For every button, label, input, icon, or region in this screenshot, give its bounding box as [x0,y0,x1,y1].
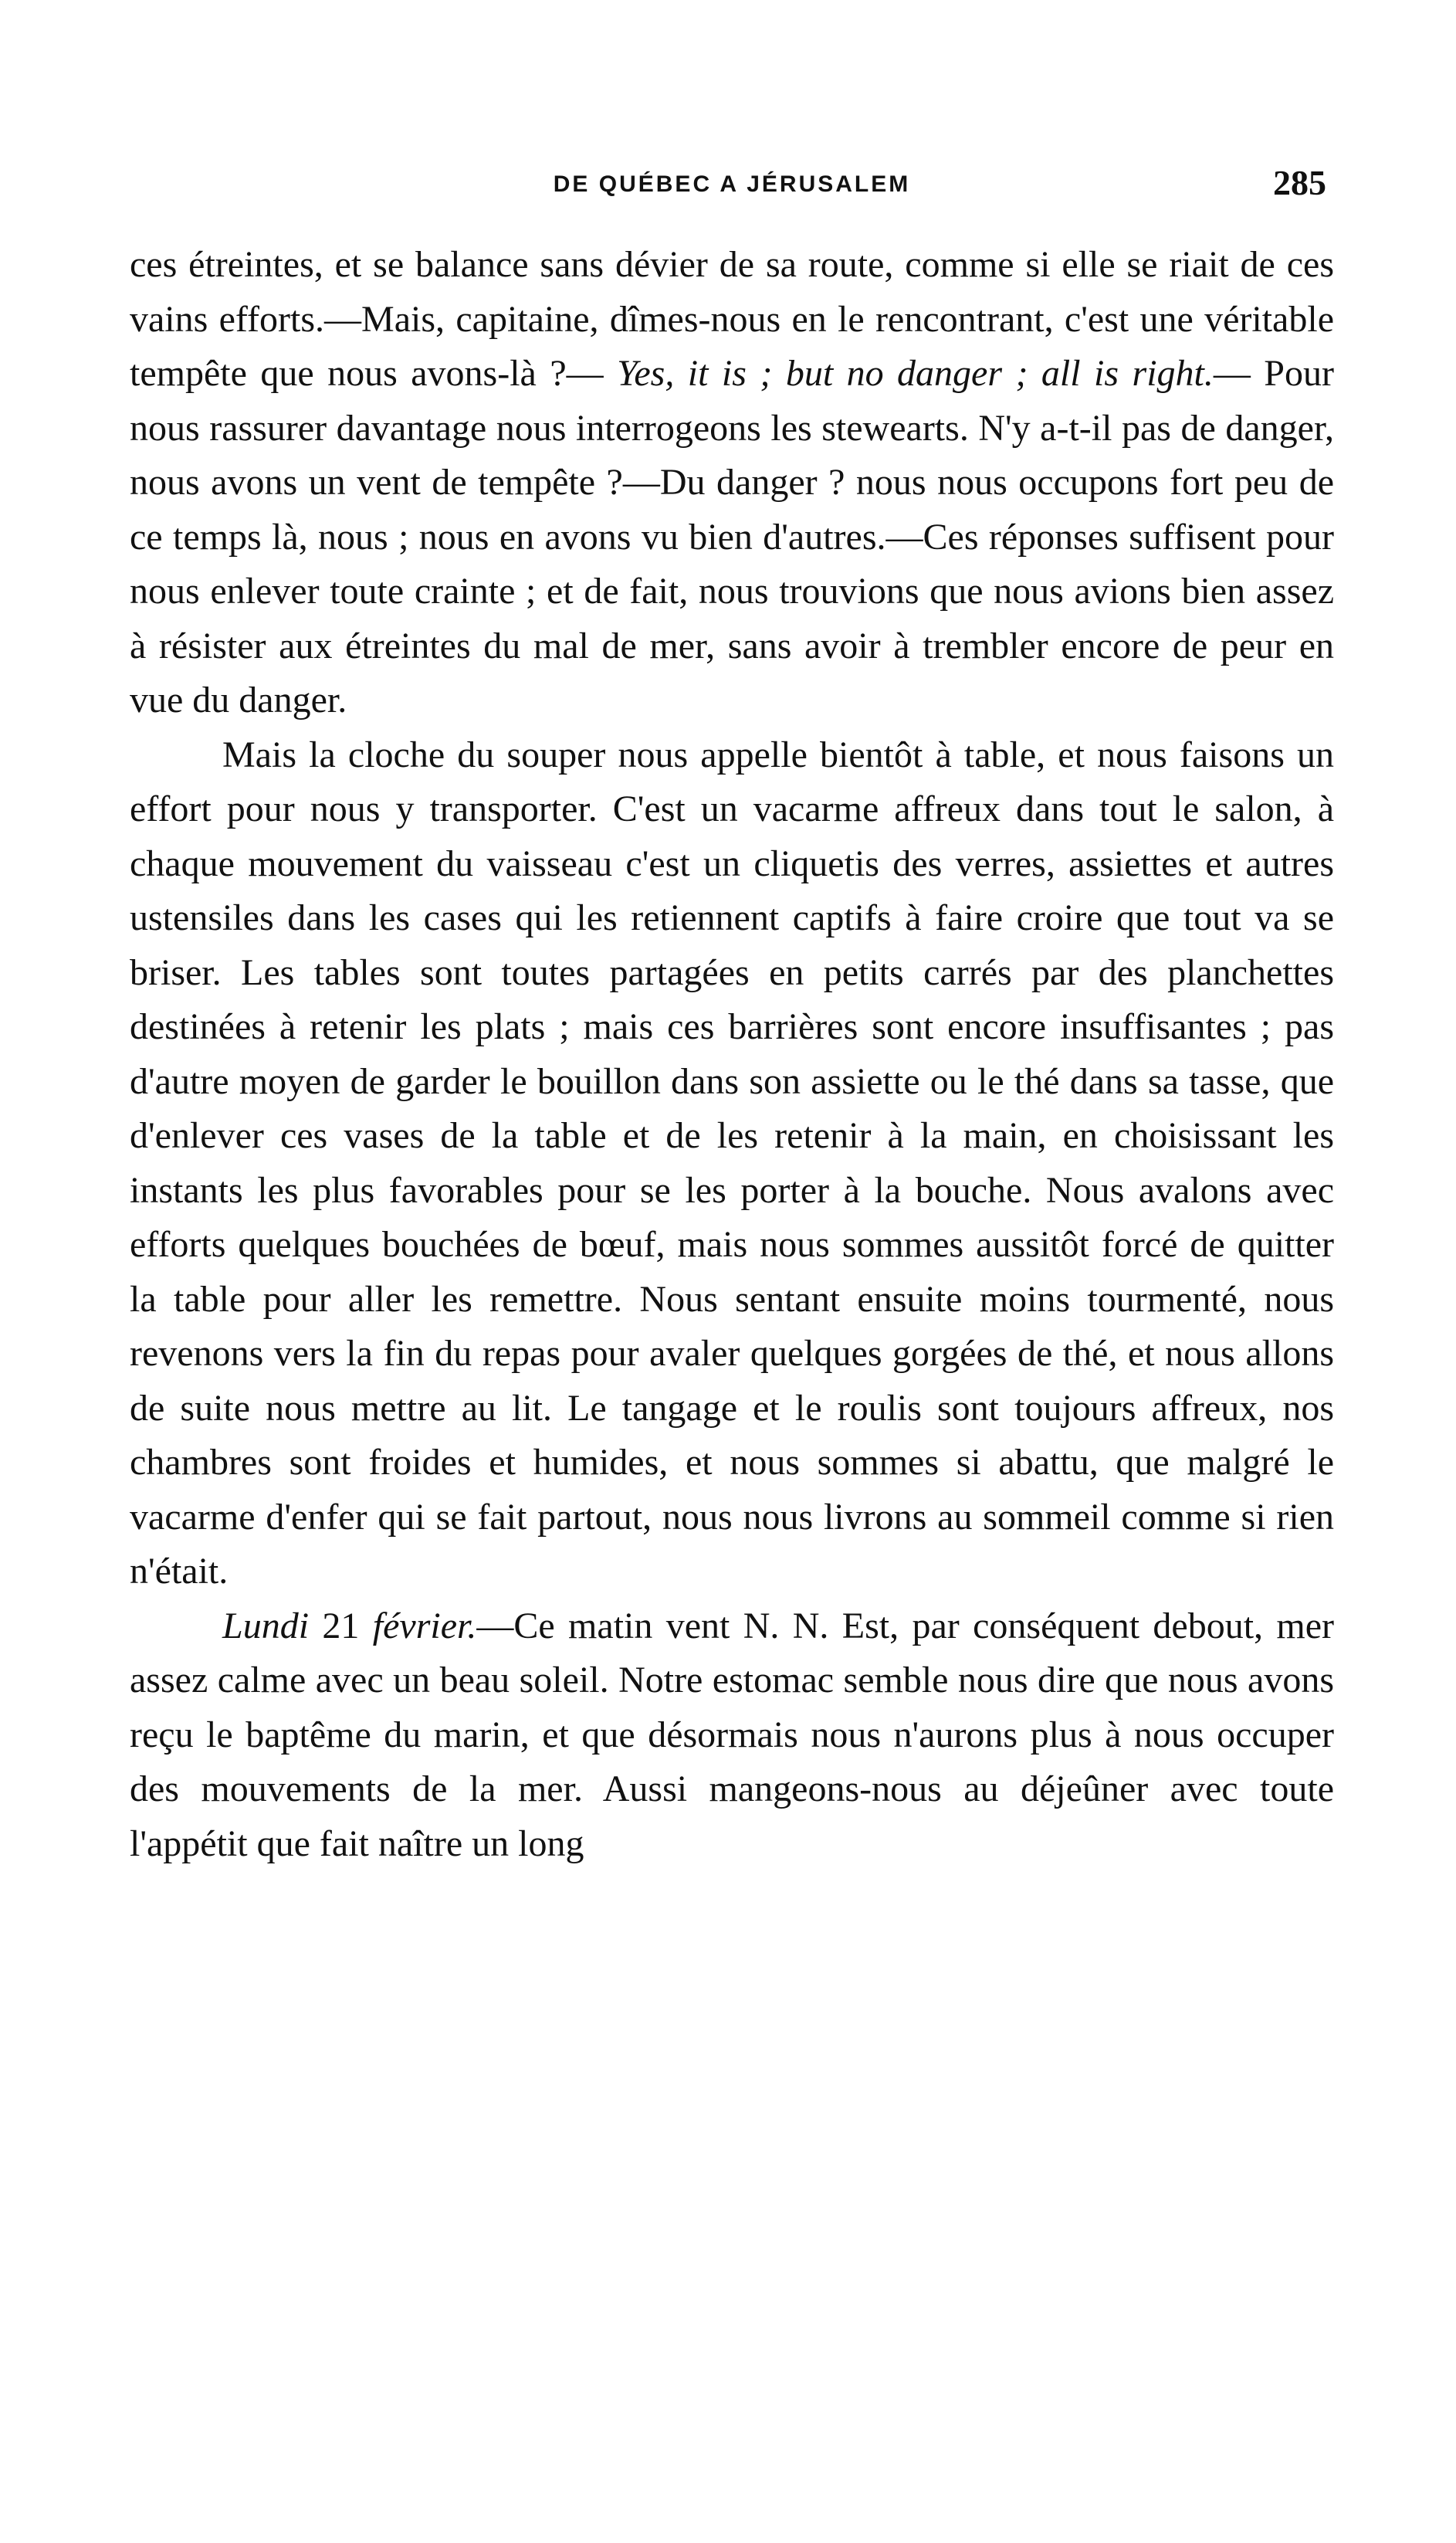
running-head [130,154,1334,216]
paragraph-1-text-2: — Pour nous rassurer davantage nous interrogeons les stewearts. N'y a-t-il pas de danger, nous avons un vent de tempête ?—Du danger ? nous nous occupons fort peu de ce temps là, nous ; nous en avons vu bien d'autres.—Ces réponses suffisent pour nous enlever toute crainte ; et de fait, nous trouvions que nous avions bien assez à résister aux étreintes du mal de mer, sans avoir à trembler encore de peur en vue du danger. [130,353,1334,721]
paragraph-3-italic-month: février. [372,1605,477,1646]
paragraph-3-italic-day: Lundi [222,1605,310,1646]
paragraph-3 [130,1599,1334,1872]
paragraph-1 [130,238,1334,728]
book-page [130,154,1334,2510]
paragraph-1-italic-reply: Yes, it is ; but no danger ; all is right. [617,353,1214,394]
running-title: DE QUÉBEC A JÉRUSALEM [553,171,911,197]
paragraph-1-text-1: ces étreintes, et se balance sans dévier de sa route, comme si elle se riait de ces vains efforts.—Mais, capitaine, dîmes-nous en le rencontrant, c'est une véritable tempête que nous avons-là ?— [130,244,1334,394]
paragraph-2: Mais la cloche du souper nous appelle bientôt à table, et nous faisons un effort pour nous y transporter. C'est un vacarme affreux dans tout le salon, à chaque mouvement du vaisseau c'est un cliquetis des verres, assiettes et autres ustensiles dans les cases qui les retiennent captifs à faire croire que tout va se briser. Les tables sont toutes partagées en petits carrés par des planchettes destinées à retenir les plats ; mais ces barrières sont encore insuffisantes ; pas d'autre moyen de garder le bouillon dans son assiette ou le thé dans sa tasse, que d'enlever ces vases de la table et de les retenir à la main, en choisissant les instants les plus favorables pour se les porter à la bouche. Nous avalons avec efforts quelques bouchées de bœuf, mais nous sommes aussitôt forcé de quitter la table pour aller les remettre. Nous sentant ensuite moins tourmenté, nous revenons vers la fin du repas pour avaler quelques gorgées de thé, et nous allons de suite nous mettre au lit. Le tangage et le roulis sont toujours affreux, nos chambres sont froides et humides, et nous sommes si abattu, que malgré le vacarme d'enfer qui se fait partout, nous nous livrons au sommeil comme si rien n'était. [130,734,1334,1592]
paragraph-3-text-2: —Ce matin vent N. N. Est, par conséquent debout, mer assez calme avec un beau soleil. Notre estomac semble nous dire que nous avons reçu le baptême du marin, et que désormais nous n'aurons plus à nous occuper des mouvements de la mer. Aussi mangeons-nous au déjeûner avec toute l'appétit que fait naître un long [130,1605,1335,1864]
body-text [130,238,1334,1871]
paragraph-3-text-1: 21 [309,1605,373,1646]
page-number: 285 [1273,163,1326,202]
